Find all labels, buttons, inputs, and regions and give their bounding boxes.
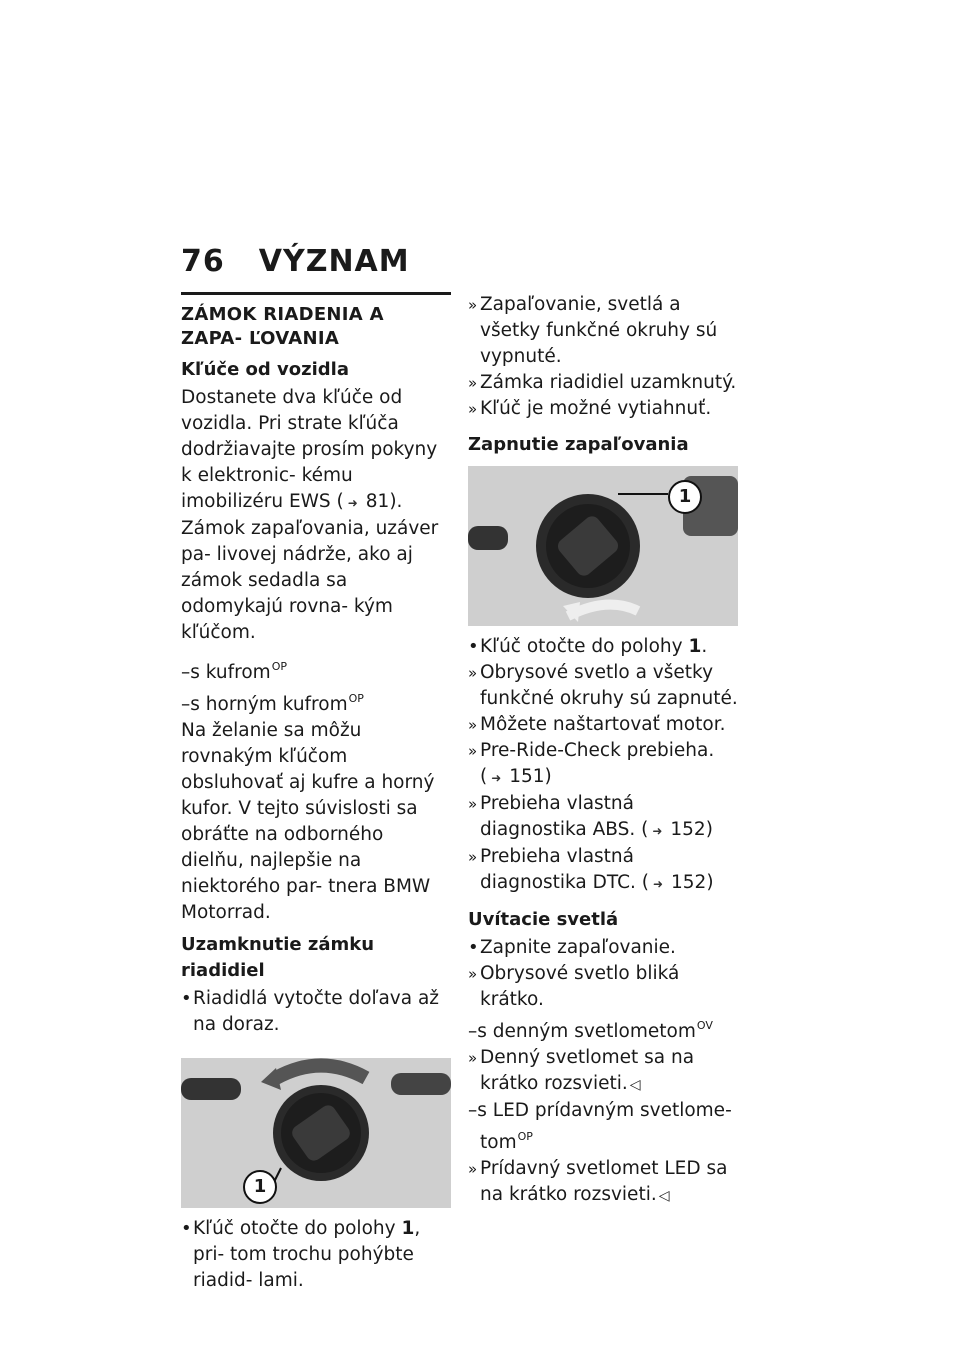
page-number: 76 (181, 244, 225, 279)
right-column (468, 292, 738, 1209)
option-case-2: –s horným kufrom$^{OP}$ (181, 692, 364, 715)
triangle-left-icon: ◁ (658, 1188, 670, 1204)
list-item: » Zámka riadidiel uzamknutý. (468, 370, 738, 396)
bullet-icon (468, 634, 480, 660)
section-title: ZÁMOK RIADENIA A ZAPA- ĽOVANIA (181, 304, 384, 349)
list-item: » Prebieha vlastná diagnostika ABS. ( ➜ 152) (468, 791, 738, 844)
keys-paragraph-3: Na želanie sa môžu rovnakým kľúčom obsluhovať aj kufre a horný kufor. V tejto súvislosti sa obráťte na odborného dielňu, najlepšie na niektorého par- tnera BMW Motorrad. (181, 720, 435, 923)
list-item: » Obrysové svetlo a všetky funkčné okruhy sú zapnuté. (468, 660, 738, 712)
list-item: » Môžete naštartovať motor. (468, 712, 738, 738)
result-marker-icon (468, 712, 480, 738)
result-marker-icon (468, 791, 480, 844)
list-item: » Obrysové svetlo bliká krátko. (468, 961, 738, 1013)
callout-1: 1 (243, 1170, 277, 1204)
section-rule (181, 292, 451, 295)
callout-1: 1 (668, 480, 702, 514)
list-item: » Pre-Ride-Check prebieha. ( ➜ 151) (468, 738, 738, 791)
bullet-icon (181, 986, 193, 1038)
option-case-4: –s LED prídavným svetlome- tom$^{OP}$ (468, 1100, 732, 1153)
keys-paragraph-1: Dostanete dva kľúče od vozidla. Pri strate kľúča dodržiavajte prosím pokyny k elektronic- kému imobilizéru EWS ( ➜ 81). (181, 385, 451, 516)
ignition-heading: Zapnutie zapaľovania (468, 434, 689, 455)
page-header (181, 244, 410, 279)
ignition-figure (468, 466, 738, 626)
result-marker-icon (468, 292, 480, 370)
bullet-icon (468, 935, 480, 961)
chapter-title: VÝZNAM (258, 244, 410, 279)
triangle-left-icon: ◁ (629, 1077, 641, 1093)
list-item: » Prídavný svetlomet LED sa na krátko rozsvieti. ◁ (468, 1156, 738, 1209)
lock-heading: Uzamknutie zámku riadidiel (181, 934, 375, 981)
keys-paragraph-2: Zámok zapaľovania, uzáver pa- livovej nádrže, ako aj zámok sedadla sa odomykajú rovna- kým kľúčom. (181, 518, 439, 643)
arrow-right-icon: ➜ (653, 877, 664, 891)
list-item: • Kľúč otočte do polohy 1. (468, 634, 738, 660)
result-marker-icon (468, 660, 480, 712)
keys-heading: Kľúče od vozidla (181, 359, 350, 380)
option-case-1: –s kufrom$^{OP}$ (181, 660, 287, 683)
option-case-3: –s denným svetlometom$^{OV}$ (468, 1019, 713, 1042)
steering-lock-figure (181, 1058, 451, 1208)
bullet-icon (181, 1216, 193, 1294)
result-marker-icon (468, 1045, 480, 1098)
result-marker-icon (468, 1156, 480, 1209)
result-marker-icon (468, 844, 480, 897)
result-marker-icon (468, 738, 480, 791)
welcome-heading: Uvítacie svetlá (468, 909, 619, 930)
list-item: • Zapnite zapaľovanie. (468, 935, 738, 961)
list-item: • Riadidlá vytočte doľava až na doraz. (181, 986, 451, 1038)
result-marker-icon (468, 370, 480, 396)
list-item: » Zapaľovanie, svetlá a všetky funkčné okruhy sú vypnuté. (468, 292, 738, 370)
list-item: » Kľúč je možné vytiahnuť. (468, 396, 738, 422)
result-marker-icon (468, 396, 480, 422)
arrow-right-icon: ➜ (652, 824, 663, 838)
left-column (181, 292, 451, 1294)
result-marker-icon (468, 961, 480, 1013)
list-item: • Kľúč otočte do polohy 1, pri- tom trochu pohýbte riadid- lami. (181, 1216, 451, 1294)
list-item: » Prebieha vlastná diagnostika DTC. ( ➜ 152) (468, 844, 738, 897)
arrow-right-icon: ➜ (491, 771, 502, 785)
arrow-right-icon: ➜ (347, 496, 358, 510)
list-item: » Denný svetlomet sa na krátko rozsvieti. ◁ (468, 1045, 738, 1098)
